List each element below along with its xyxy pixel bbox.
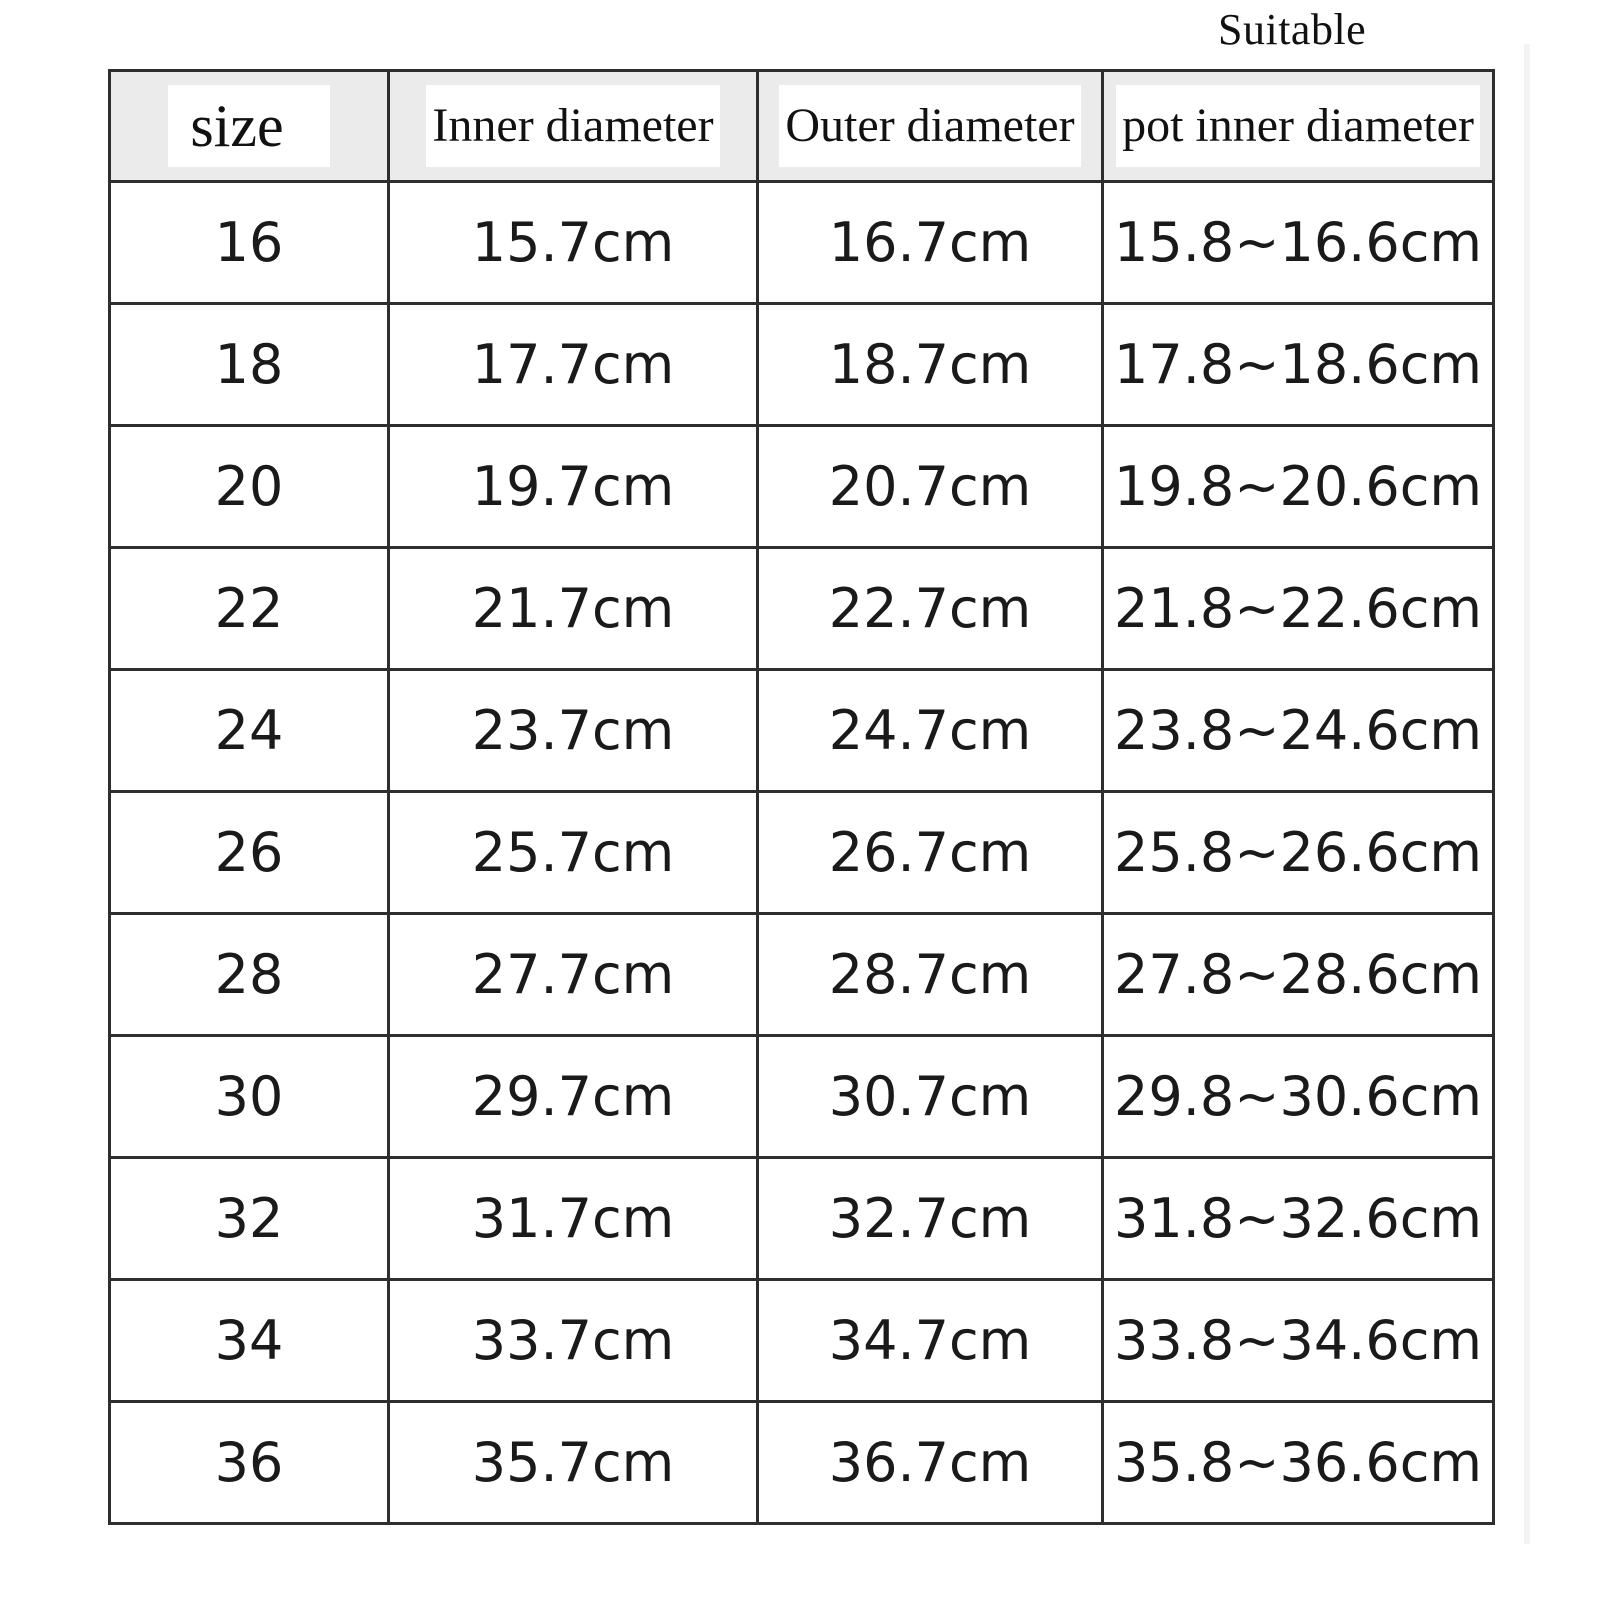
cell-outer-diameter: 20.7cm bbox=[758, 426, 1103, 548]
header-outer-diameter-label: Outer diameter bbox=[779, 85, 1080, 167]
cell-inner-diameter: 27.7cm bbox=[389, 914, 758, 1036]
cell-outer-diameter: 26.7cm bbox=[758, 792, 1103, 914]
table-row bbox=[110, 304, 1494, 426]
cell-pot-inner-diameter: 19.8~20.6cm bbox=[1103, 426, 1494, 548]
cell-size: 22 bbox=[110, 548, 389, 670]
cell-size: 28 bbox=[110, 914, 389, 1036]
cell-pot-inner-diameter: 21.8~22.6cm bbox=[1103, 548, 1494, 670]
right-edge-strip bbox=[1524, 44, 1530, 1544]
header-size bbox=[110, 71, 389, 182]
cell-inner-diameter: 35.7cm bbox=[389, 1402, 758, 1524]
table-row bbox=[110, 914, 1494, 1036]
table-row bbox=[110, 1036, 1494, 1158]
table-row bbox=[110, 182, 1494, 304]
cell-pot-inner-diameter: 27.8~28.6cm bbox=[1103, 914, 1494, 1036]
cell-outer-diameter: 30.7cm bbox=[758, 1036, 1103, 1158]
size-table bbox=[108, 69, 1495, 1525]
cell-inner-diameter: 31.7cm bbox=[389, 1158, 758, 1280]
cell-size: 32 bbox=[110, 1158, 389, 1280]
table-row bbox=[110, 548, 1494, 670]
cell-inner-diameter: 33.7cm bbox=[389, 1280, 758, 1402]
cell-pot-inner-diameter: 29.8~30.6cm bbox=[1103, 1036, 1494, 1158]
cell-size: 18 bbox=[110, 304, 389, 426]
cell-pot-inner-diameter: 33.8~34.6cm bbox=[1103, 1280, 1494, 1402]
header-inner-diameter bbox=[389, 71, 758, 182]
header-inner-diameter-label: Inner diameter bbox=[426, 85, 719, 167]
cell-pot-inner-diameter: 35.8~36.6cm bbox=[1103, 1402, 1494, 1524]
cell-outer-diameter: 22.7cm bbox=[758, 548, 1103, 670]
table-header-row bbox=[110, 71, 1494, 182]
cell-pot-inner-diameter: 23.8~24.6cm bbox=[1103, 670, 1494, 792]
cell-inner-diameter: 29.7cm bbox=[389, 1036, 758, 1158]
cell-pot-inner-diameter: 31.8~32.6cm bbox=[1103, 1158, 1494, 1280]
cell-outer-diameter: 34.7cm bbox=[758, 1280, 1103, 1402]
cell-size: 24 bbox=[110, 670, 389, 792]
cell-pot-inner-diameter: 25.8~26.6cm bbox=[1103, 792, 1494, 914]
cell-size: 30 bbox=[110, 1036, 389, 1158]
cell-inner-diameter: 15.7cm bbox=[389, 182, 758, 304]
table-row bbox=[110, 1158, 1494, 1280]
cell-inner-diameter: 21.7cm bbox=[389, 548, 758, 670]
table-row bbox=[110, 1402, 1494, 1524]
cell-size: 16 bbox=[110, 182, 389, 304]
cell-outer-diameter: 28.7cm bbox=[758, 914, 1103, 1036]
table-row bbox=[110, 1280, 1494, 1402]
cell-size: 36 bbox=[110, 1402, 389, 1524]
table-row bbox=[110, 792, 1494, 914]
cell-inner-diameter: 19.7cm bbox=[389, 426, 758, 548]
cell-outer-diameter: 24.7cm bbox=[758, 670, 1103, 792]
header-outer-diameter bbox=[758, 71, 1103, 182]
cell-size: 34 bbox=[110, 1280, 389, 1402]
cell-pot-inner-diameter: 17.8~18.6cm bbox=[1103, 304, 1494, 426]
cell-inner-diameter: 23.7cm bbox=[389, 670, 758, 792]
suitable-note: Suitable bbox=[1218, 5, 1367, 54]
cell-outer-diameter: 18.7cm bbox=[758, 304, 1103, 426]
header-pot-inner-diameter-label: pot inner diameter bbox=[1116, 85, 1480, 167]
header-pot-inner-diameter bbox=[1103, 71, 1494, 182]
cell-inner-diameter: 17.7cm bbox=[389, 304, 758, 426]
cell-size: 20 bbox=[110, 426, 389, 548]
cell-inner-diameter: 25.7cm bbox=[389, 792, 758, 914]
cell-size: 26 bbox=[110, 792, 389, 914]
table-row bbox=[110, 426, 1494, 548]
cell-outer-diameter: 36.7cm bbox=[758, 1402, 1103, 1524]
cell-outer-diameter: 32.7cm bbox=[758, 1158, 1103, 1280]
cell-outer-diameter: 16.7cm bbox=[758, 182, 1103, 304]
header-size-label: size bbox=[168, 85, 329, 167]
table-row bbox=[110, 670, 1494, 792]
cell-pot-inner-diameter: 15.8~16.6cm bbox=[1103, 182, 1494, 304]
